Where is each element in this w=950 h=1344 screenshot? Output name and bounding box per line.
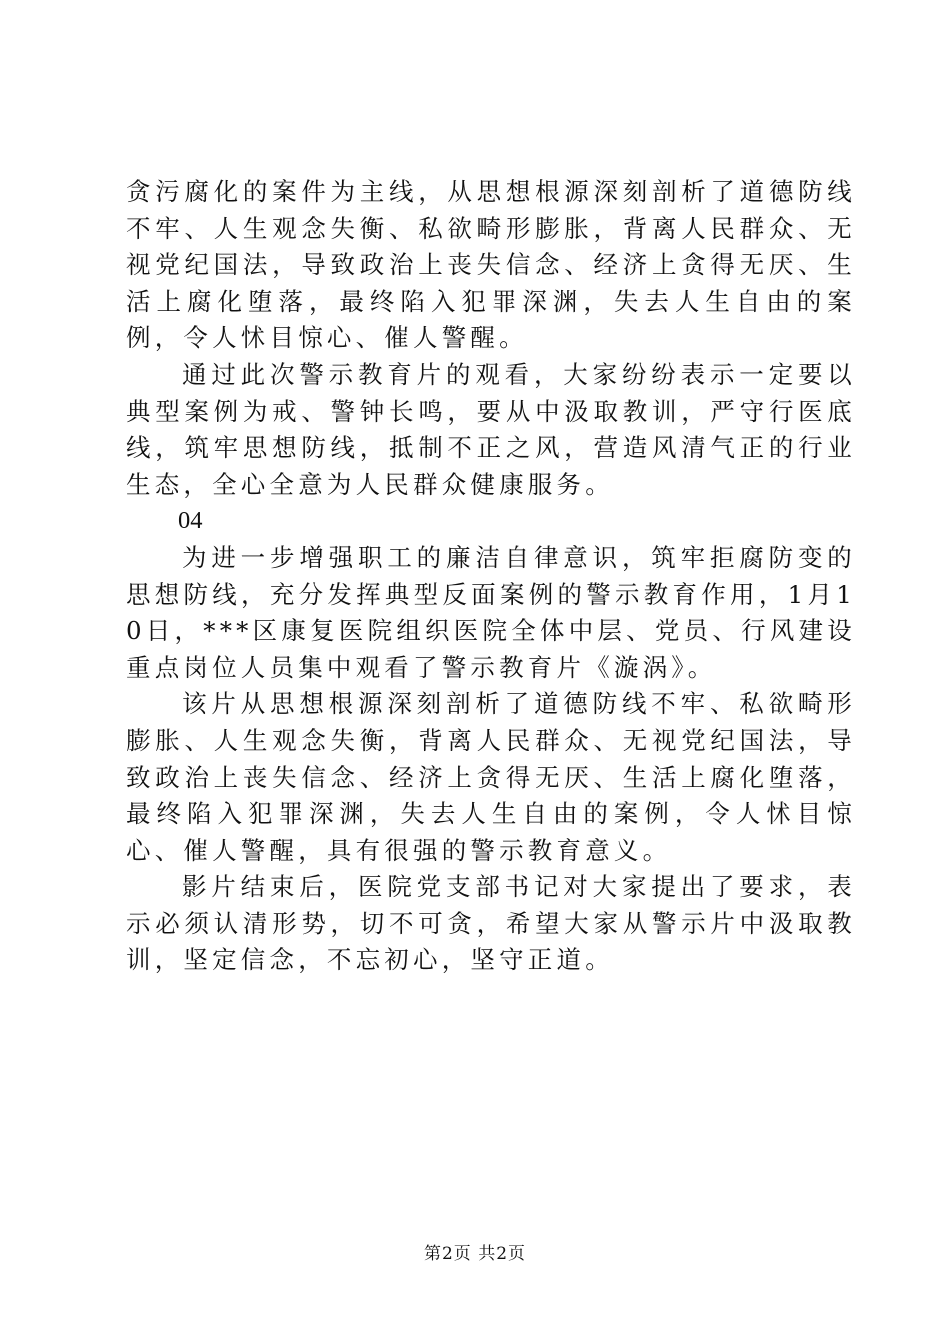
paragraph-conclusion: 影片结束后，医院党支部书记对大家提出了要求，表示必须认清形势，切不可贪，希望大家从警示片中汲取教训，坚定信念，不忘初心，坚守正道。 bbox=[126, 872, 856, 975]
document-body bbox=[126, 174, 856, 979]
paragraph-continued: 贪污腐化的案件为主线，从思想根源深刻剖析了道德防线不牢、人生观念失衡、私欲畸形膨胀，背离人民群众、无视党纪国法，导致政治上丧失信念、经济上贪得无厌、生活上腐化堕落，最终陷入犯罪深渊，失去人生自由的案例，令人怵目惊心、催人警醒。 bbox=[126, 177, 856, 353]
page-footer: 第2页 共2页 bbox=[423, 1244, 527, 1264]
paragraph-event: 为进一步增强职工的廉洁自律意识，筑牢拒腐防变的思想防线，充分发挥典型反面案例的警示教育作用，1月10日，***区康复医院组织医院全体中层、党员、行风建设重点岗位人员集中观看了警示教育片《漩涡》。 bbox=[126, 542, 856, 682]
paragraph-film-description: 该片从思想根源深刻剖析了道德防线不牢、私欲畸形膨胀、人生观念失衡，背离人民群众、无视党纪国法，导致政治上丧失信念、经济上贪得无厌、生活上腐化堕落，最终陷入犯罪深渊，失去人生自由的案例，令人怵目惊心、催人警醒，具有很强的警示教育意义。 bbox=[126, 689, 856, 865]
section-number: 04 bbox=[178, 507, 203, 535]
paragraph-reaction: 通过此次警示教育片的观看，大家纷纷表示一定要以典型案例为戒、警钟长鸣，要从中汲取教训，严守行医底线，筑牢思想防线，抵制不正之风，营造风清气正的行业生态，全心全意为人民群众健康服务。 bbox=[126, 359, 856, 499]
